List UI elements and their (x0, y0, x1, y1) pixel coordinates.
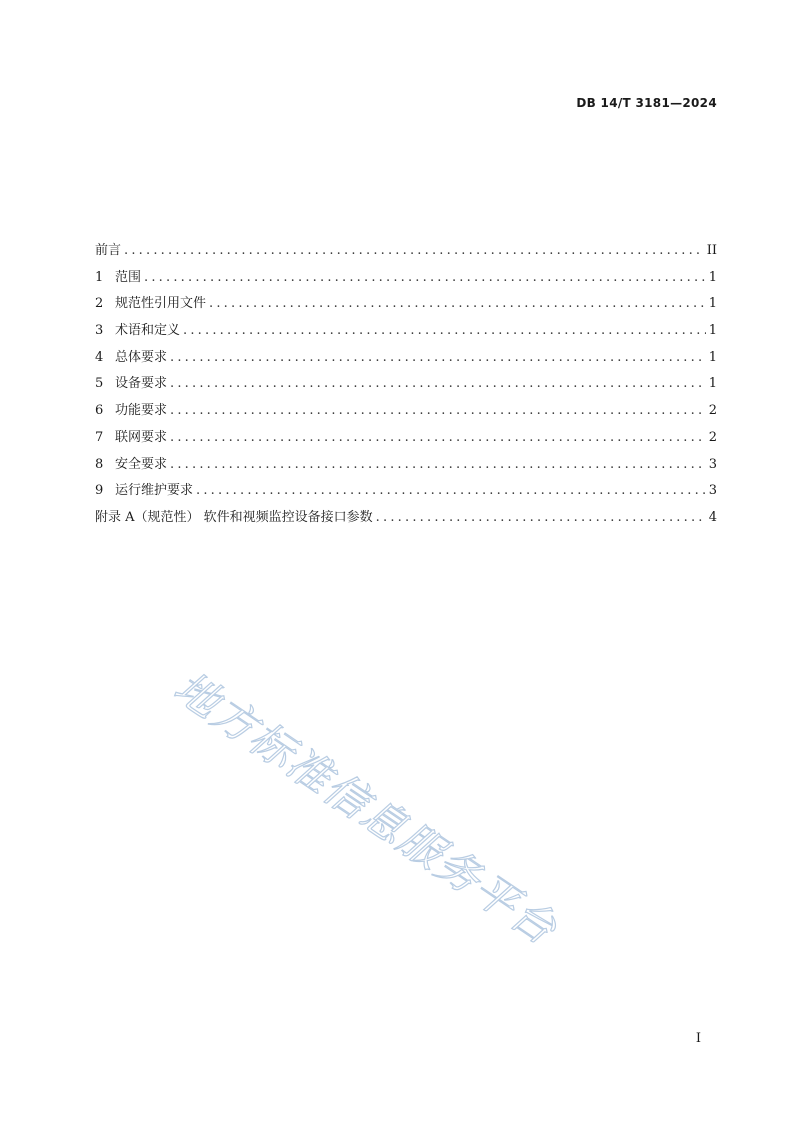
toc-entry-label: 范围 (115, 269, 142, 285)
toc-entry-page: 1 (708, 349, 717, 365)
toc-leader-dots (209, 296, 706, 311)
toc-entry-label: 规范性引用文件 (115, 296, 207, 312)
toc-entry-page: 2 (708, 403, 717, 419)
toc-entry-page: 3 (708, 483, 717, 499)
toc-entry-title (95, 266, 141, 285)
toc-entry-title (95, 292, 206, 311)
toc-entry-number: 1 (95, 269, 104, 285)
toc-leader-dots (124, 243, 704, 258)
toc-leader-dots (196, 483, 706, 498)
toc-entry-4[interactable] (95, 346, 717, 373)
toc-entry-title: 附录 A（规范性） 软件和视频监控设备接口参数 (95, 509, 373, 525)
toc-entry-page: 4 (708, 509, 717, 525)
toc-leader-dots (170, 350, 706, 365)
toc-entry-number: 3 (95, 323, 104, 339)
toc-entry-title (95, 479, 193, 498)
toc-entry-page: 3 (708, 456, 717, 472)
toc-entry-9[interactable] (95, 479, 717, 506)
toc-entry-number: 6 (95, 403, 104, 419)
toc-entry-3[interactable] (95, 319, 717, 346)
toc-entry-page: 1 (708, 269, 717, 285)
toc-entry-label: 联网要求 (115, 429, 168, 445)
toc-entry-number: 9 (95, 483, 104, 499)
toc-leader-dots (183, 323, 706, 338)
toc-entry-label: 运行维护要求 (115, 483, 194, 499)
toc-entry-title: 前言 (95, 243, 122, 258)
table-of-contents (95, 239, 717, 533)
toc-entry-title (95, 426, 167, 445)
toc-entry-5[interactable] (95, 372, 717, 399)
toc-entry-page: 1 (708, 296, 717, 312)
toc-entry-2[interactable] (95, 292, 717, 319)
document-code: DB 14/T 3181—2024 (576, 96, 717, 110)
toc-leader-dots (170, 430, 706, 445)
toc-entry-number: 4 (95, 349, 104, 365)
watermark (165, 655, 658, 956)
watermark-text: 地方标准信息服务平台 (165, 662, 567, 956)
toc-entry-page: 1 (708, 323, 717, 339)
toc-entry-number: 2 (95, 296, 104, 312)
toc-entry-foreword[interactable] (95, 239, 717, 266)
toc-entry-number: 8 (95, 456, 104, 472)
toc-entry-label: 安全要求 (115, 456, 168, 472)
toc-entry-page: 2 (708, 429, 717, 445)
toc-entry-7[interactable] (95, 426, 717, 453)
page-number: I (695, 1031, 701, 1046)
toc-entry-title (95, 399, 167, 418)
toc-leader-dots (376, 510, 706, 525)
toc-leader-dots (170, 457, 706, 472)
toc-entry-6[interactable] (95, 399, 717, 426)
toc-entry-label: 总体要求 (115, 349, 168, 365)
toc-leader-dots (170, 403, 706, 418)
toc-entry-1[interactable] (95, 266, 717, 293)
toc-leader-dots (170, 376, 706, 391)
toc-entry-number: 7 (95, 429, 104, 445)
toc-entry-title (95, 319, 180, 338)
toc-entry-label: 术语和定义 (115, 323, 181, 339)
toc-entry-number: 5 (95, 376, 104, 392)
toc-entry-label: 功能要求 (115, 403, 168, 419)
toc-entry-title (95, 346, 167, 365)
toc-entry-appendix-a[interactable] (95, 506, 717, 533)
toc-entry-title (95, 372, 167, 391)
toc-entry-page: II (706, 243, 717, 258)
toc-leader-dots (144, 270, 706, 285)
toc-entry-label: 设备要求 (115, 376, 168, 392)
toc-entry-page: 1 (708, 376, 717, 392)
toc-entry-8[interactable] (95, 453, 717, 480)
toc-entry-title (95, 453, 167, 472)
